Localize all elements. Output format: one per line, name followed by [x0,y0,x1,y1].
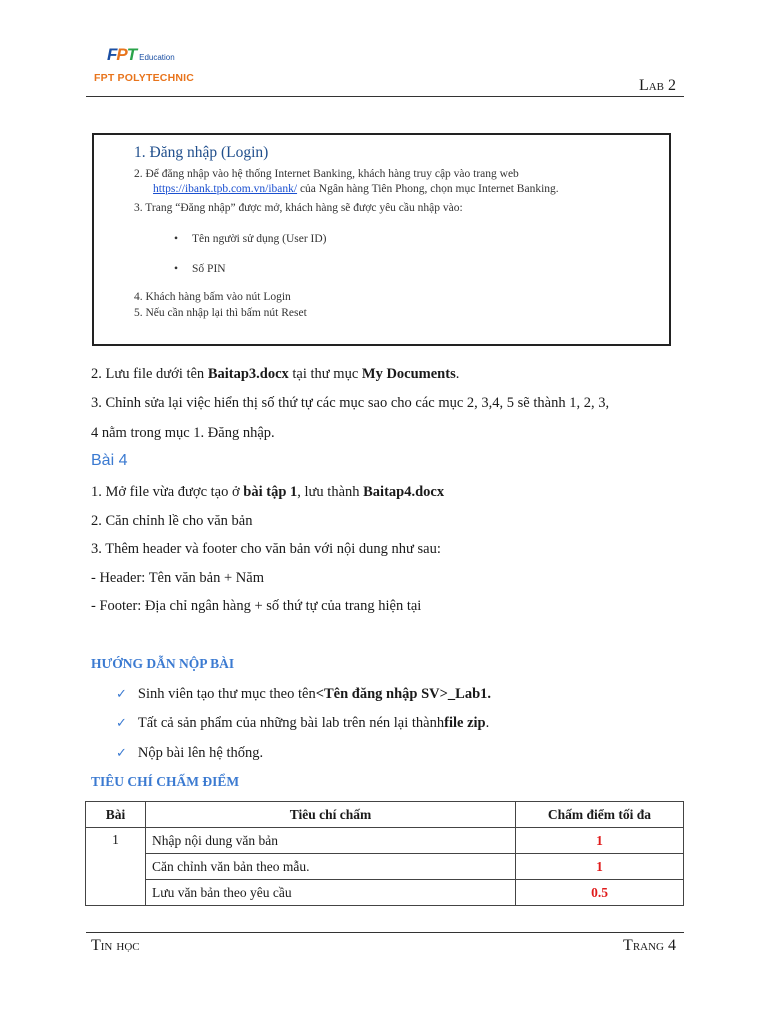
instruction-save-file: 2. Lưu file dưới tên Baitap3.docx tại thư mục My Documents. [91,366,460,382]
cell-score: 1 [516,828,684,854]
header-criterion: Tiêu chí chấm [146,802,516,828]
logo-polytechnic-text: FPT POLYTECHNIC [94,72,195,84]
instruction-renumber-line1: 3. Chỉnh sửa lại việc hiển thị số thứ tự các mục sao cho các mục 2, 3,4, 5 sẽ thành 1, 2, 3, [91,395,610,411]
figure-line-2b [153,182,559,196]
guide-item-1: ✓ Sinh viên tạo thư mục theo tên <Tên đăng nhập SV>_Lab1. [116,686,492,702]
cell-criterion: Nhập nội dung văn bản [146,828,516,854]
guide-item-2: ✓ Tất cả sản phẩm của những bài lab trên nén lại thành file zip . [116,715,490,731]
figure-title: 1. Đăng nhập (Login) [134,144,269,161]
figure-link[interactable]: https://ibank.tpb.com.vn/ibank/ [153,183,298,195]
guide-item-3: ✓ Nộp bài lên hệ thống. [116,745,264,761]
fpt-logo-letters: FPT [107,45,137,64]
bai4-step-2: 2. Căn chỉnh lề cho văn bản [91,513,253,529]
grading-table [85,801,684,906]
fpt-logo [107,44,175,64]
checkmark-icon: ✓ [116,746,127,761]
logo-education-text: Education [139,53,175,62]
figure-bullet-2: • Số PIN [174,263,226,275]
cell-bai-number: 1 [86,828,146,906]
bai4-step-3: 3. Thêm header và footer cho văn bản với nội dung như sau: [91,541,441,557]
cell-criterion: Lưu văn bản theo yêu cầu [146,880,516,906]
section-title-bai4: Bài 4 [91,452,128,469]
header-divider [86,96,684,97]
footer-subject: Tin học [91,937,140,954]
checkmark-icon: ✓ [116,687,127,702]
table-row [86,880,684,906]
section-title-guide: HƯỚNG DẪN NỘP BÀI [91,656,235,671]
cell-criterion: Căn chỉnh văn bản theo mẫu. [146,854,516,880]
table-row [86,828,684,854]
footer-page-number: Trang 4 [623,937,676,954]
section-title-criteria: TIÊU CHÍ CHẤM ĐIỂM [91,774,240,789]
figure-line-2: 2. Để đăng nhập vào hệ thống Internet Banking, khách hàng truy cập vào trang web [134,168,519,180]
lab-label: Lab 2 [638,77,676,94]
table-row [86,854,684,880]
figure-line-2b-text: của Ngân hàng Tiên Phong, chọn mục Internet Banking. [299,183,559,195]
cell-score: 0.5 [516,880,684,906]
instruction-renumber-line2: 4 nằm trong mục 1. Đăng nhập. [91,425,275,441]
header-bai: Bài [86,802,146,828]
figure-line-5: 5. Nếu cần nhập lại thì bấm nút Reset [134,307,307,319]
cell-score: 1 [516,854,684,880]
figure-bullet-1: • Tên người sử dụng (User ID) [174,233,327,245]
figure-line-3: 3. Trang “Đăng nhập” được mở, khách hàng sẽ được yêu cầu nhập vào: [134,202,463,214]
bullet-icon: • [174,263,179,275]
bai4-step-1: 1. Mở file vừa được tạo ở bài tập 1, lưu thành Baitap4.docx [91,484,445,500]
figure-line-4: 4. Khách hàng bấm vào nút Login [134,291,291,303]
footer-divider [86,932,684,933]
bai4-header-spec: - Header: Tên văn bản + Năm [91,570,264,586]
bai4-footer-spec: - Footer: Địa chỉ ngân hàng + số thứ tự của trang hiện tại [91,598,422,614]
header-max-score: Chấm điểm tối đa [516,802,684,828]
checkmark-icon: ✓ [116,716,127,731]
table-header-row [86,802,684,828]
bullet-icon: • [174,233,179,245]
example-figure-box [92,133,671,346]
